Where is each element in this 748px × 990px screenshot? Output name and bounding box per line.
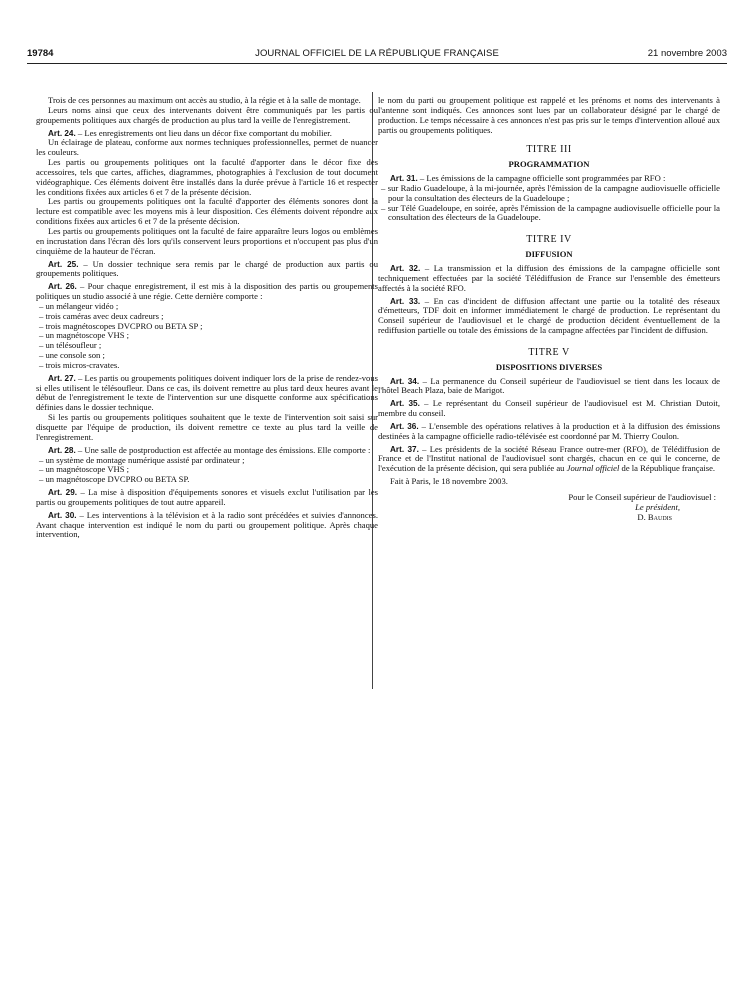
paragraph: Les partis ou groupements politiques ont la faculté d'apporter dans le décor fixe des accessoires, tels que cartes, affiches, diagrammes, photographies à l'exclusion de tout document vidéographique. Ces éléments doivent être installés dans la durée prévue à l'article 16 et respecter les conditions fixées aux articles 6 et 7 de la présente décision.: [36, 157, 378, 197]
article-label: Art. 35.: [390, 399, 420, 409]
article-text: – La transmission et la diffusion des émissions de la campagne officielle sont techniquement effectuées par la société Télédiffusion de France sur l'ensemble des émetteurs affectés à la société RFO.: [378, 262, 721, 293]
list-item: – trois micros-cravates.: [39, 359, 120, 370]
done-at: Fait à Paris, le 18 novembre 2003.: [390, 476, 508, 487]
titre-heading: TITRE IV: [526, 234, 572, 246]
article-text: – Une salle de postproduction est affectée au montage des émissions. Elle comporte :: [75, 444, 371, 455]
list-item: – un magnétoscope VHS ;: [39, 330, 130, 341]
article-26: [36, 282, 378, 302]
postproduction-list: [36, 456, 378, 486]
journal-title: JOURNAL OFFICIEL DE LA RÉPUBLIQUE FRANÇAISE: [255, 48, 499, 59]
article-label: Art. 36.: [390, 421, 419, 431]
list-item: – un télésoufleur ;: [39, 340, 102, 351]
article-label: Art. 34.: [390, 376, 420, 386]
article-32: [378, 264, 720, 294]
list-item: – un magnétoscope DVCPRO ou BETA SP.: [39, 474, 190, 485]
left-column: [36, 96, 378, 540]
paragraph: Les partis ou groupements politiques ont la faculté d'apporter des éléments sonores dont la lecture est compatible avec les moyens mis à leur disposition. Ces éléments doivent répondre aux conditions fixées aux articles 6 et 7 de la présente décision.: [36, 196, 378, 227]
section-heading: DISPOSITIONS DIVERSES: [495, 361, 603, 372]
paragraph: Si les partis ou groupements politiques souhaitent que le texte de l'intervention soit saisi sur disquette par l'équipe de production, ils doivent remettre ce texte au plus tard la veille de l'enregistrement.: [36, 412, 378, 442]
article-text: – Les présidents de la société Réseau France outre-mer (RFO), de Télédiffusion de France et de l'Institut national de l'audiovisuel sont chargés, chacun en ce qui le concerne, de l'exécution de la présente décision, qui sera publiée au: [378, 443, 720, 474]
article-label: Art. 24.: [48, 128, 76, 138]
titre-heading: TITRE V: [528, 346, 570, 358]
article-25: [36, 260, 378, 280]
article-36: [378, 422, 720, 442]
article-text: – En cas d'incident de diffusion affectant une partie ou la totalité des réseaux d'émetteurs, TDF doit en informer immédiatement le chargé de production. Le représentant du Conseil supérieur de l'audiovisuel et le chargé de production décident éventuellement de la rediffusion partielle ou totale des émissions de la campagne affectées par l'incident de diffusion.: [378, 295, 720, 336]
paragraph: Un éclairage de plateau, conforme aux normes techniques professionnelles, permet de nuancer les couleurs.: [36, 137, 378, 158]
article-37: [378, 445, 720, 475]
paragraph: Trois de ces personnes au maximum ont accès au studio, à la régie et à la salle de montage.: [48, 95, 361, 105]
article-text: – Les interventions à la télévision et à la radio sont précédées et suivies d'annonces. Avant chaque intervention est indiqué le nom du parti ou groupement politique. Après chaque intervention,: [36, 509, 378, 540]
article-27: [36, 374, 378, 413]
article-text: – Les émissions de la campagne officielle sont programmées par RFO :: [417, 173, 666, 184]
article-label: Art. 28.: [48, 445, 76, 455]
programming-list: [378, 184, 720, 223]
list-item: – un système de montage numérique assisté par ordinateur ;: [39, 454, 245, 465]
list-item: – trois caméras avec deux cadreurs ;: [39, 310, 164, 321]
article-text: – Pour chaque enregistrement, il est mis à la disposition des partis ou groupements politiques un studio associé à une régie. Cette dernière comporte :: [36, 281, 378, 302]
article-text: – La mise à disposition d'équipements sonores et visuels exclut l'utilisation par les partis ou groupements politiques de tout autre appareil.: [36, 487, 378, 507]
article-text: – Le représentant du Conseil supérieur de l'audiovisuel est M. Christian Dutoit, membre du conseil.: [378, 398, 720, 419]
list-item: – une console son ;: [39, 350, 105, 361]
journal-reference: Journal officiel: [566, 463, 620, 474]
right-column: [378, 96, 720, 523]
article-label: Art. 33.: [390, 296, 421, 306]
list-item: – sur Radio Guadeloupe, à la mi-journée, après l'émission de la campagne audiovisuelle officielle pour la consultation des électeurs de la Guadeloupe ;: [381, 182, 720, 203]
article-text: – Les enregistrements ont lieu dans un décor fixe comportant du mobilier.: [75, 127, 332, 138]
article-label: Art. 37.: [390, 444, 419, 454]
article-text: – La permanence du Conseil supérieur de l'audiovisuel se tient dans les locaux de l'hôtel Beach Plaza, baie de Marigot.: [378, 375, 720, 396]
article-33: [378, 297, 720, 336]
section-heading: DIFFUSION: [525, 249, 573, 260]
list-item: – un magnétoscope VHS ;: [39, 464, 130, 475]
paragraph: le nom du parti ou groupement politique est rappelé et les prénoms et noms des intervenants à l'antenne sont indiqués. Ces annonces sont lues par un collaborateur désigné par le chargé de production. Le temps nécessaire à ces annonces n'est pas pris sur le temps d'intervention alloué aux partis ou groupements politiques.: [378, 95, 720, 135]
article-label: Art. 31.: [390, 174, 418, 184]
article-label: Art. 26.: [48, 282, 77, 292]
publication-date: 21 novembre 2003: [647, 48, 727, 59]
signature-name: D. Baudis: [637, 511, 672, 522]
article-30: [36, 511, 378, 541]
equipment-list: [36, 302, 378, 371]
article-34: [378, 377, 720, 397]
signature-line: Pour le Conseil supérieur de l'audiovisuel :: [568, 492, 716, 502]
list-item: – sur Télé Guadeloupe, en soirée, après l'émission de la campagne audiovisuelle officielle pour la consultation des électeurs de la Guadeloupe.: [381, 202, 720, 223]
article-text: – L'ensemble des opérations relatives à la production et à la diffusion des émissions destinées à la campagne officielle radio-télévisée est coordonné par M. Thierry Coulon.: [378, 420, 720, 441]
list-item: – trois magnétoscopes DVCPRO ou BETA SP ;: [39, 320, 203, 331]
page-number: 19784: [27, 48, 54, 59]
titre-heading: TITRE III: [526, 144, 572, 156]
article-label: Art. 25.: [48, 259, 79, 269]
article-label: Art. 29.: [48, 488, 78, 498]
article-29: [36, 488, 378, 508]
article-text: – Un dossier technique sera remis par le chargé de production aux partis ou groupements politiques.: [36, 258, 378, 279]
article-label: Art. 32.: [390, 263, 421, 273]
paragraph: Les partis ou groupements politiques ont la faculté de faire apparaître leurs logos ou emblèmes en incrustation dans l'écran dès lors qu'ils conservent leurs proportions et n'occupent pas plus d'un cinquième de la hauteur de l'écran.: [36, 225, 378, 256]
article-label: Art. 30.: [48, 510, 77, 520]
article-label: Art. 27.: [48, 373, 76, 383]
article-35: [378, 399, 720, 419]
article-text: – Les partis ou groupements politiques doivent indiquer lors de la prise de rendez-vous si elles utilisent le télésoufleur. Dans ce cas, ils doivent remettre au plus tard deux heures avant le début de l'enregistrement le texte de l'intervention sur une disquette conforme aux spécifications définies dans le dossier technique.: [36, 372, 378, 413]
paragraph: Leurs noms ainsi que ceux des intervenants doivent être communiqués par les partis ou groupements politiques aux chargés de production au plus tard la veille de l'enregistrement.: [36, 104, 378, 125]
article-text-end: de la République française.: [619, 463, 716, 474]
section-heading: PROGRAMMATION: [508, 159, 590, 170]
signature-role: Le président,: [635, 501, 680, 512]
list-item: – un mélangeur vidéo ;: [39, 300, 119, 311]
page-header: [27, 48, 727, 62]
header-rule: [27, 63, 727, 64]
